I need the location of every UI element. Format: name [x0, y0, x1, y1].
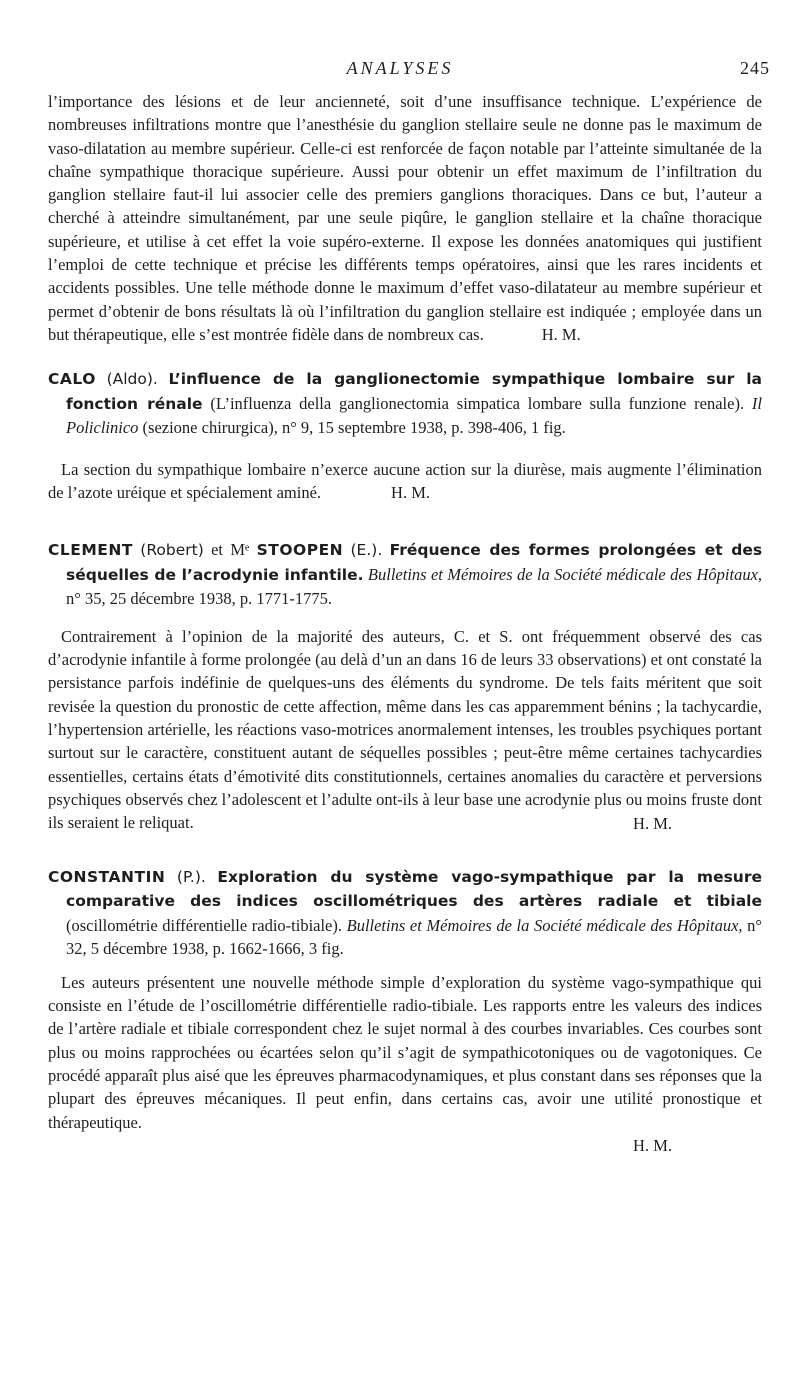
article-title: L’influence de la ganglionectomie sympathique lombaire sur la fonction rénale — [66, 370, 763, 413]
citation-tail: n° 32, 5 décembre 1938, p. 1662-1666, 3 fig. — [66, 915, 762, 959]
citation — [48, 538, 762, 611]
author-name: CONSTANTIN — [48, 867, 166, 886]
review-entry-calo — [48, 367, 762, 504]
abstract-text: Contrairement à l’opinion de la majorité des auteurs, C. et S. ont fréquemment observé des cas d’acrodynie infantile à forme prolongée (au delà d’un an dans 16 de leurs 33 observations) et ont constaté la persistance parfois indéfinie de quelques-uns des éléments du syndrome. De tels faits méritent que soit revisée la question du pronostic de cette affection, même dans les cas apparemment bénins ; la tachycardie, l’hypertension artérielle, les réactions vaso-motrices anormalement intenses, les troubles psychiques portant surtout sur le caractère, constituent autant de séquelles possibles ; peut-être même certaines tachycardies essentielles, certains états d’émotivité dits constitutionnels, certaines anomalies du caractère et perversions psychiques observés chez l’adolescent et l’adulte ont-ils à leur base une acrodynie plus ou moins fruste dont ils seraient le reliquat. — [48, 626, 762, 833]
article-title: Fréquence des formes prolongées et des séquelles de l’acrodynie infantile. — [66, 541, 763, 584]
article-body — [48, 90, 762, 1157]
author-firstname: (Robert) — [140, 541, 204, 560]
intro-paragraph — [48, 90, 762, 346]
journal-name: Bulletins et Mémoires de la Société médicale des Hôpitaux, — [346, 915, 743, 935]
author-name: CLEMENT — [48, 541, 133, 560]
citation-details: (L’influenza della ganglionectomia simpatica lombare sulla funzione renale). — [210, 393, 745, 413]
citation — [48, 367, 762, 440]
author2-name: STOOPEN — [256, 541, 344, 560]
author-firstname: (Aldo). — [106, 370, 158, 389]
citation — [48, 865, 762, 961]
citation-details: (oscillométrie différentielle radio-tibiale). — [66, 915, 342, 935]
running-head — [0, 58, 800, 84]
review-entry-clement — [48, 538, 762, 834]
review-entry-constantin — [48, 865, 762, 1157]
author-name: CALO — [48, 370, 96, 389]
abstract-paragraph — [48, 625, 762, 835]
abstract-paragraph — [48, 458, 762, 505]
citation-tail: (sezione chirurgica), n° 9, 15 septembre 1938, p. 398-406, 1 fig. — [142, 418, 566, 438]
citation-tail: n° 35, 25 décembre 1938, p. 1771-1775. — [66, 589, 332, 609]
author2-firstname: (E.). — [350, 541, 383, 560]
intro-signature: H. M. — [541, 324, 581, 344]
entry-signature: H. M. — [633, 1135, 672, 1155]
page-number: 245 — [740, 58, 770, 78]
abstract-text: Les auteurs présentent une nouvelle méthode simple d’exploration du système vago-sympathique qui consiste en l’étude de l’oscillométrie différentielle radio-tibiale. Les rapports entre les valeurs des indices de l’artère radiale et tibiale correspondent chez le sujet normal à des courbes invariables. Ces courbes sont plus ou moins rapprochées ou écartées selon qu’il s’agit de sympathicotoniques ou de vagotoniques. Ce procédé apparaît plus aisé que les épreuves pharmacodynamiques, et plus constant dans ses réponses que la plupart des épreuves mécaniques. Il peut enfin, dans certains cas, avoir une utilité pronostique et thérapeutique. — [48, 972, 762, 1132]
intro-text: l’importance des lésions et de leur ancienneté, soit d’une insuffisance technique. L’expérience de nombreuses infiltrations montre que l’anesthésie du ganglion stellaire seule ne donne pas le maximum de vaso-dilatation au membre supérieur. Celle-ci est renforcée de façon notable par l’atteinte simultanée de la chaîne sympathique thoracique supérieure. Aussi pour obtenir un effet maximum de l’infiltration du ganglion stellaire faut-il lui associer celle des premiers ganglions thoraciques. Dans ce but, l’auteur a cherché à atteindre simultanément, par une seule piqûre, le ganglion stellaire et la chaîne thoracique supérieure, et utilise à cet effet la voie supéro-externe. Il expose les données anatomiques qui justifient l’emploi de cette technique et précise les différents temps opératoires, ainsi que les rares incidents et accidents possibles. Une telle méthode donne le maximum d’effet vaso-dilatateur au membre supérieur et permet d’obtenir de bons résultats là où l’infiltration du ganglion stellaire est indiquée ; employée dans un but thérapeutique, elle s’est montrée fidèle dans de nombreux cas. — [48, 92, 762, 344]
author-connector: et Mᵉ — [211, 540, 250, 560]
author-firstname: (P.). — [176, 867, 206, 886]
abstract-paragraph — [48, 971, 762, 1134]
running-title: ANALYSES — [346, 58, 454, 78]
article-title: Exploration du système vago-sympathique par la mesure comparative des indices oscillométriques des artères radiale et tibiale — [66, 867, 762, 911]
entry-signature: H. M. — [633, 813, 672, 833]
journal-name: Il Policlinico — [66, 393, 762, 438]
entry-signature-line — [48, 1134, 762, 1157]
journal-name: Bulletins et Mémoires de la Société médicale des Hôpitaux, — [367, 564, 763, 584]
abstract-text: La section du sympathique lombaire n’exerce aucune action sur la diurèse, mais augmente l’élimination de l’azote uréique et spécialement aminé. — [48, 459, 762, 503]
entry-signature: H. M. — [391, 483, 431, 503]
